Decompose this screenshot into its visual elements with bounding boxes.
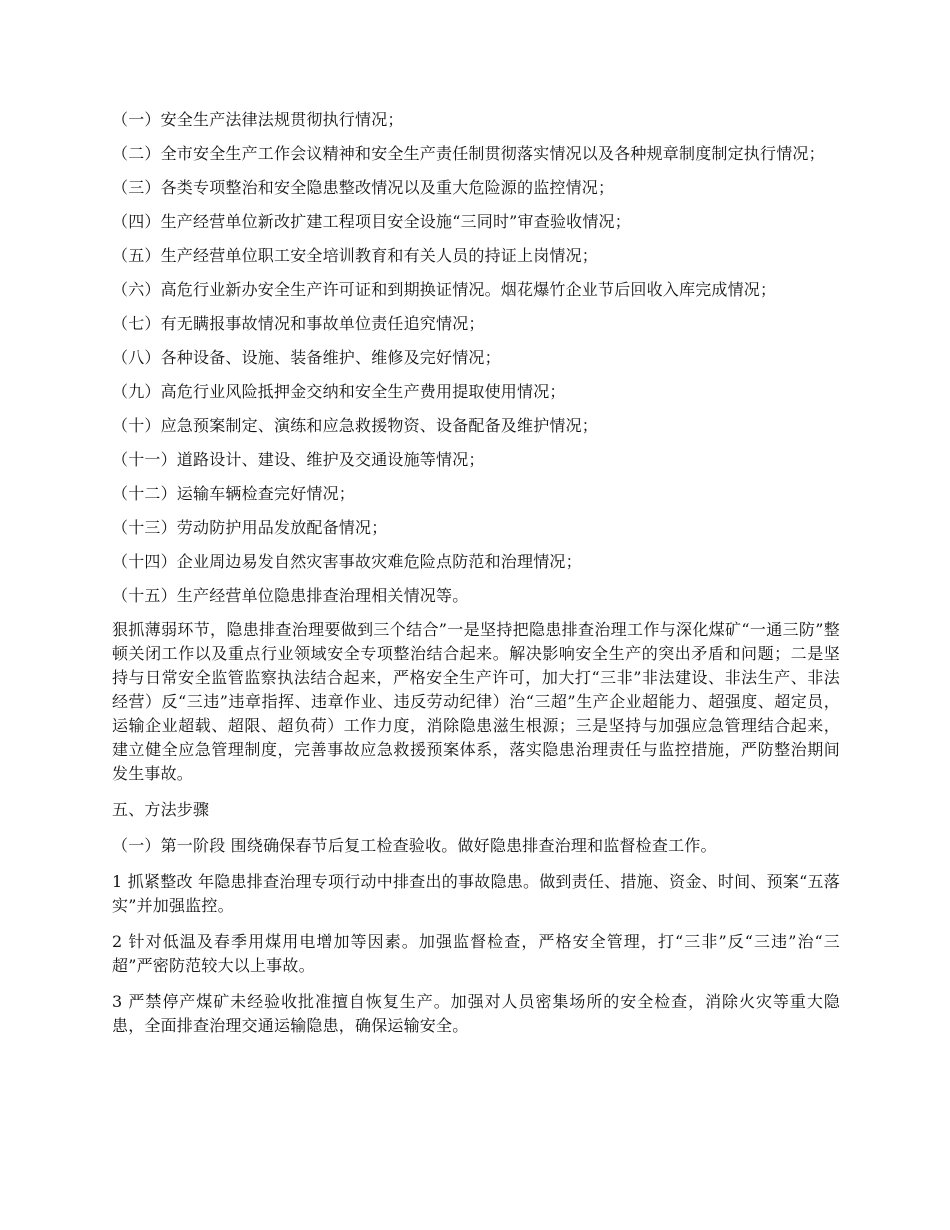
main-paragraph: 狠抓薄弱环节，隐患排查治理要做到三个结合”一是坚持把隐患排查治理工作与深化煤矿“一通三防”整顿关闭工作以及重点行业领域安全专项整治结合起来。解决影响安全生产的突出矛盾和问题；二是坚持与日常安全监管监察执法结合起来，严格安全生产许可，加大打“三非”非法建设、非法生产、非法经营）反“三违”违章指挥、违章作业、违反劳动纪律）治“三超”生产企业超能力、超强度、超定员，运输企业超载、超限、超负荷）工作力度，消除隐患滋生根源；三是坚持与加强应急管理结合起来，建立健全应急管理制度，完善事故应急救援预案体系，落实隐患治理责任与监控措施，严防整治期间发生事故。 [112, 620, 840, 783]
stage-one-heading: （一）第一阶段 围绕确保春节后复工检查验收。做好隐患排查治理和监督检查工作。 [112, 836, 717, 855]
inspection-item-15: （十五）生产经营单位隐患排查治理相关情况等。 [112, 586, 469, 605]
step-2: 2 针对低温及春季用煤用电增加等因素。加强监督检查，严格安全管理，打“三非”反“三违”治“三超”严密防范较大以上事故。 [112, 932, 840, 975]
document-body [112, 108, 840, 1050]
inspection-item-14: （十四）企业周边易发自然灾害事故灾难危险点防范和治理情况； [112, 552, 582, 571]
inspection-item-4: （四）生产经营单位新改扩建工程项目安全设施“三同时”审查验收情况； [112, 212, 631, 231]
inspection-item-10: （十）应急预案制定、演练和应急救援物资、设备配备及维护情况； [112, 416, 599, 435]
inspection-item-8: （八）各种设备、设施、装备维护、维修及完好情况； [112, 348, 501, 367]
inspection-item-7: （七）有无瞒报事故情况和事故单位责任追究情况； [112, 314, 485, 333]
inspection-item-11: （十一）道路设计、建设、维护及交通设施等情况； [112, 450, 485, 469]
inspection-item-6: （六）高危行业新办安全生产许可证和到期换证情况。烟花爆竹企业节后回收入库完成情况； [112, 280, 777, 299]
inspection-item-3: （三）各类专项整治和安全隐患整改情况以及重大危险源的监控情况； [112, 178, 615, 197]
step-3: 3 严禁停产煤矿未经验收批准擅自恢复生产。加强对人员密集场所的安全检查，消除火灾等重大隐患，全面排查治理交通运输隐患，确保运输安全。 [112, 992, 840, 1035]
inspection-item-5: （五）生产经营单位职工安全培训教育和有关人员的持证上岗情况； [112, 246, 599, 265]
step-1: 1 抓紧整改 年隐患排查治理专项行动中排查出的事故隐患。做到责任、措施、资金、时间、预案“五落实”并加强监控。 [112, 872, 840, 915]
inspection-item-12: （十二）运输车辆检查完好情况； [112, 484, 356, 503]
inspection-item-13: （十三）劳动防护用品发放配备情况； [112, 518, 388, 537]
inspection-item-9: （九）高危行业风险抵押金交纳和安全生产费用提取使用情况； [112, 382, 566, 401]
inspection-item-2: （二）全市安全生产工作会议精神和安全生产责任制贯彻落实情况以及各种规章制度制定执行情况； [112, 144, 825, 163]
section-title: 五、方法步骤 [112, 800, 210, 819]
inspection-item-1: （一）安全生产法律法规贯彻执行情况； [112, 110, 404, 129]
